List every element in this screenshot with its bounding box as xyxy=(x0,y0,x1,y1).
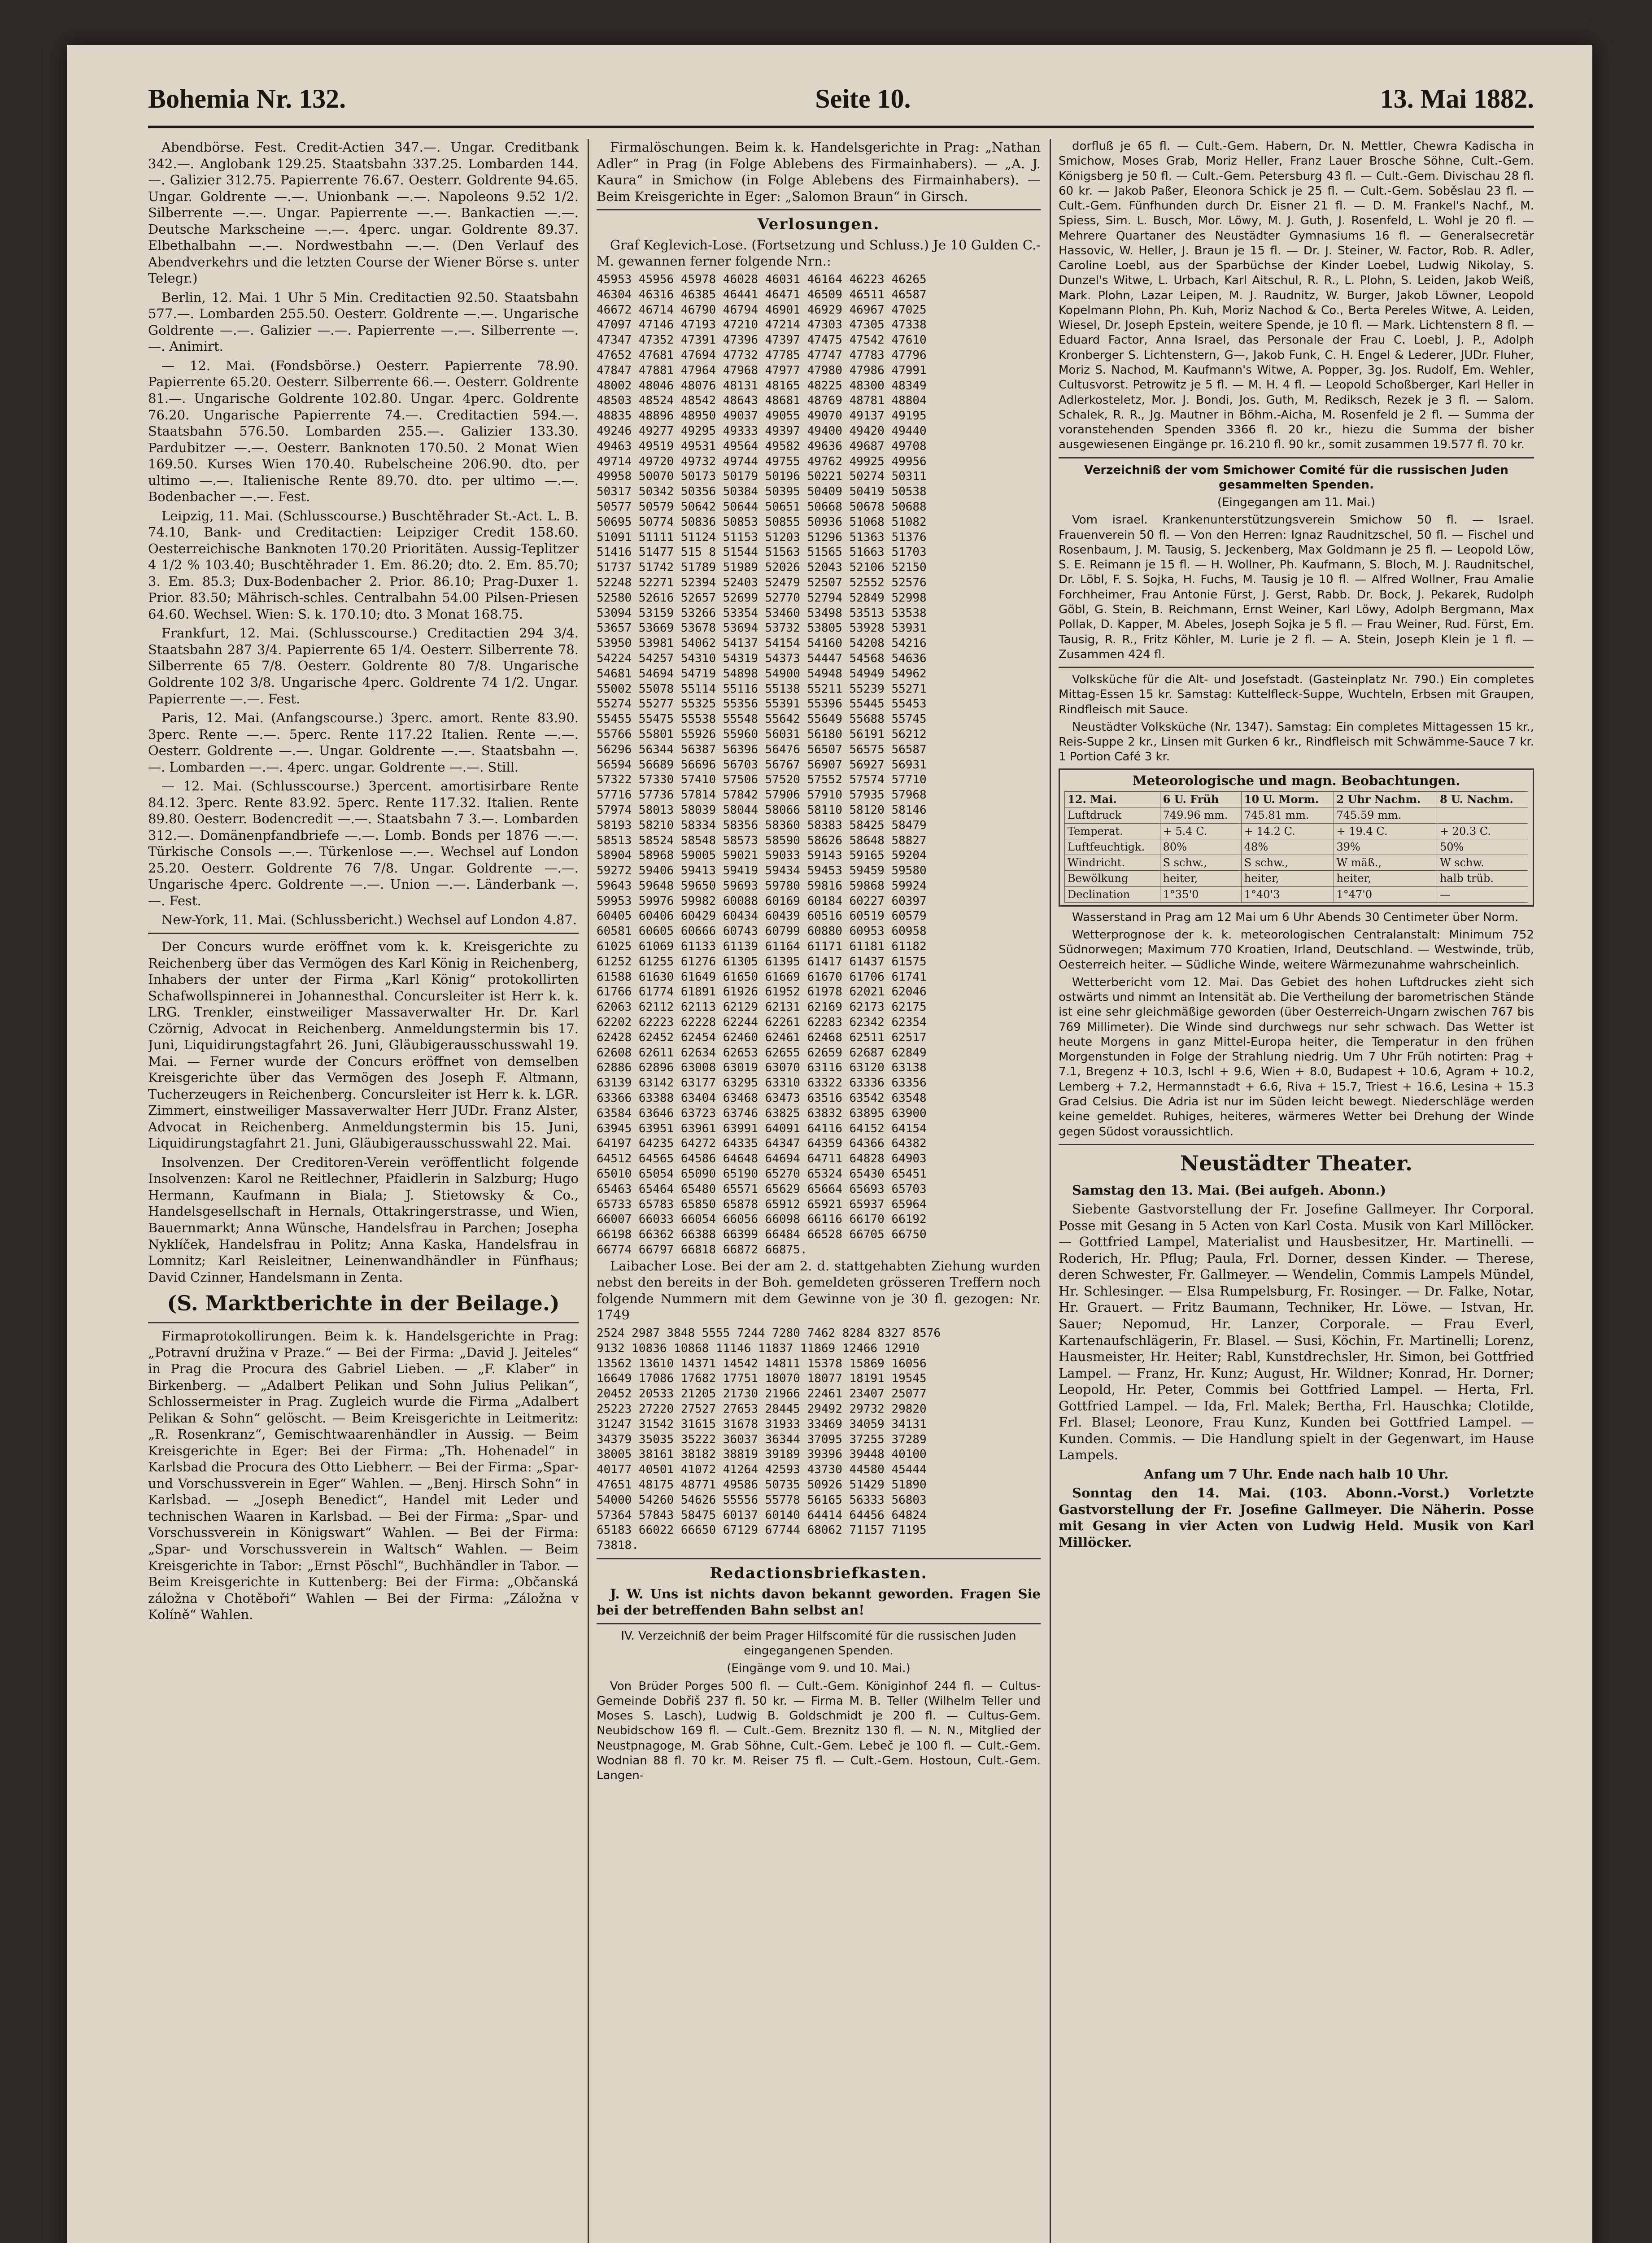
laibacher-number-row: 47651 48175 48771 49586 50735 50926 51429 51890 xyxy=(597,1478,927,1492)
spenden-list: dorfluß je 65 fl. — Cult.-Gem. Habern, Dr. N. Mettler, Chewra Kadischa in Smichow, Moses Grab, Moriz Heller, Franz Lauer Brosche Söhne, Cult.-Gem. Königsberg je 50 fl. — Cult.-Gem. Petersburg 43 fl. — Cult.-Gem. Divischau 28 fl. 60 kr. — Jakob Paßer, Eleonora Schick je 25 fl. — Cult.-Gem. Soběslau 23 fl. — Cult.-Gem. Fünfhunden durch Dr. Eisner 21 fl. — D. M. Frankel's Nachf., M. Spiess, Sim. L. Busch, Mor. Löwy, M. J. Guth, J. Rosenfeld, L. Wohl je 20 fl. — Mehrere Quartaner des Neustädter Gymnasiums 16 fl. — Generalsecretär Hassovic, W. Heller, J. Braun je 15 fl. — Dr. J. Steiner, W. Factor, Rob. R. Adler, Caroline Loebl, aus der Sparbüchse der Kinder Loebel, Ludwig Nikolay, S. Dunzel's Witwe, L. Urbach, Karl Aitschul, R. R., L. Plohn, S. Leiden, Jakob Weiß, Mark. Plohn, Lazar Leipen, M. J. Raudnitz, W. Burger, Jakob Löwner, Leopold Kopelmann Plohn, Ph. Kuh, Moriz Nachod & Co., Berta Pereles Witwe, A. Leiden, Wiesel, Dr. Joseph Epstein, weitere Spende, je 10 fl. — Mark. Lichtenstern 8 fl. — Eduard Factor, Anna Israel, das Personale der Frau C. Loebl, J. P., Adolph Kronberger S. Lichtenstern, G—, Jakob Funk, C. H. Engel & Lederer, JUDr. Fluher, Moriz S. Nachod, M. Kaufmann's Witwe, A. Popper, 3g. Jos. Rudolf, Em. Wehler, Cultusvorst. Petrowitz je 5 fl. — M. H. 4 fl. — Leopold Schoßberger, Karl Heller in Adlerkosteletz, Mor. J. Bondi, Jos. Guth, M. Rediksch, Rezek je 3 fl. — Salom. Schalek, R. R., Jg. Mautner in Böhm.-Aicha, M. Rosenfeld je 2 fl. — Summa der voranstehenden Spenden 3366 fl. 20 kr., hiezu die Summa der bisher ausgewiesenen Eingänge pr. 16.210 fl. 90 kr., somit zusammen 19.577 fl. 70 kr. xyxy=(1059,140,1534,452)
lose-number-row: 55455 55475 55538 55548 55642 55649 55688 55745 xyxy=(597,712,927,726)
paris-schluss: — 12. Mai. (Schlusscourse.) 3percent. amortisirbare Rente 84.12. 3perc. Rente 83.92. 5perc. Rente 117.32. Italien. Rente 89.80. Oesterr. Bodencredit —.—. Staatsbahn 7 3.—. Lombarden 312.—. Domänenpfandbriefe —.—. Lomb. Bonds per 1876 —.—. Türkische Consols —.—. Türkenlose —.—. Wechsel auf London 25.20. Oesterr. Goldrente 76 7/8. Ungar. Goldrente —.—. Ungarische 4perc. Goldrente —.—. Union —.—. Länderbank —.—. Fest. xyxy=(148,778,579,908)
lose-number-row: 45953 45956 45978 46028 46031 46164 46223 46265 xyxy=(597,273,927,287)
lose-number-row: 61588 61630 61649 61650 61669 61670 61706 61741 xyxy=(597,970,927,984)
smichow-list: Vom israel. Krankenunterstützungsverein Smichow 50 fl. — Israel. Frauenverein 50 fl. — Von den Herren: Ignaz Raudnitzschel, 50 fl. — Fischel und Rosenbaum, J. M. Tausig, S. Jeckenberg, Max Goldmann je 25 fl. — Leopold Löw, S. E. Reimann je 15 fl. — H. Wollner, Ph. Kaufmann, S. Bloch, M. J. Raudnitschel, Dr. Löbl, F. S. Sojka, H. Fuchs, M. Tausig je 10 fl. — Alfred Wollner, Frau Amalie Forchheimer, Frau Antonie Fürst, J. Gerst, Rabb. Dr. Bock, J. Pekarek, Rudolph Göbl, G. Stein, B. Reichmann, Ernst Weiner, Karl Löwy, Adolph Bergmann, Max Pollak, D. Kapper, M. Abeles, Joseph Sojka je 5 fl. — Frau Weiner, Rud. Fürst, Em. Tausig, R. R., Fritz Köhler, M. Lurie je 2 fl. — A. Stein, Joseph Klein je 1 fl. — Zusammen 424 fl. xyxy=(1059,513,1534,661)
laibacher-number-row: 13562 13610 14371 14542 14811 15378 15869 16056 xyxy=(597,1357,927,1370)
meteo-cell: + 14.2 C. xyxy=(1241,823,1334,839)
lose-number-row: 58513 58524 58548 58573 58590 58626 58648 58827 xyxy=(597,833,927,847)
masthead-title: Bohemia Nr. 132. xyxy=(148,83,346,113)
lose-number-row: 46304 46316 46385 46441 46471 46509 46511 46587 xyxy=(597,288,927,301)
meteo-cell: 1°40'3 xyxy=(1241,886,1334,902)
meteo-cell: halb trüb. xyxy=(1437,871,1528,886)
lose-number-row: 53950 53981 54062 54137 54154 54160 54208 54216 xyxy=(597,637,927,650)
meteo-box xyxy=(1059,768,1534,907)
lose-number-row: 49246 49277 49295 49333 49397 49400 49420 49440 xyxy=(597,424,927,438)
lose-number-row: 53094 53159 53266 53354 53460 53498 53513 53538 xyxy=(597,606,927,620)
lose-number-row: 66007 66033 66054 66056 66098 66116 66170 66192 xyxy=(597,1213,927,1226)
meteo-cell: — xyxy=(1437,886,1528,902)
concurs-notice: Der Concurs wurde eröffnet vom k. k. Kreisgerichte zu Reichenberg über das Vermögen des Karl König in Reichenberg, Inhabers der unter der Firma „Karl König“ protokollirten Schafwollspinnerei in Johannesthal. Concursleiter ist Herr k. k. LRG. Trenkler, einstweiliger Massaverwalter Hr. Dr. Karl Czörnig, Advocat in Reichenberg. Anmeldungstermin bis 17. Juni, Liquidirungstagfahrt 26. Juni, Gläubigerausschusswahl 19. Mai. — Ferner wurde der Concurs eröffnet von demselben Kreisgerichte über das Vermögen des Joseph F. Altmann, Tucherzeugers in Reichenberg. Concursleiter ist Herr k. k. LGR. Zimmert, einstweiliger Massaverwalter Herr JUDr. Franz Alster, Advocat in Reichenberg. Anmeldungstermin bis 15. Juni, Liquidirungstagfahrt 21. Juni, Gläubigerausschusswahl 22. Mai. xyxy=(148,938,579,1151)
meteo-cell: S schw., xyxy=(1241,855,1334,871)
lose-number-row: 64197 64235 64272 64335 64347 64359 64366 64382 xyxy=(597,1137,927,1151)
meteo-cell: 8 U. Nachm. xyxy=(1437,792,1528,807)
laibacher-number-table xyxy=(597,1326,1041,1554)
meteo-table xyxy=(1064,791,1528,903)
meteo-cell: Temperat. xyxy=(1065,823,1160,839)
laibacher-number-row: 40177 40501 41072 41264 42593 43730 44580 45444 xyxy=(597,1463,927,1477)
meteo-cell: 1°47'0 xyxy=(1334,886,1437,902)
meteo-cell: + 20.3 C. xyxy=(1437,823,1528,839)
meteo-row xyxy=(1065,855,1528,871)
column-3 xyxy=(1059,139,1534,2243)
lose-number-row: 55274 55277 55325 55356 55391 55396 55445 55453 xyxy=(597,697,927,711)
meteo-cell: Luftdruck xyxy=(1065,807,1160,823)
lose-number-row: 59953 59976 59982 60088 60169 60184 60227 60397 xyxy=(597,894,927,908)
divider xyxy=(597,1558,1041,1559)
lose-number-row: 48835 48896 48950 49037 49055 49070 49137 49195 xyxy=(597,409,927,423)
lose-number-row: 50695 50774 50836 50853 50855 50936 51068 51082 xyxy=(597,515,927,529)
meteo-cell: 749.96 mm. xyxy=(1160,807,1241,823)
lose-number-row: 56296 56344 56387 56396 56476 56507 56575 56587 xyxy=(597,742,927,756)
berlin-fondsboerse: — 12. Mai. (Fondsbörse.) Oesterr. Papierrente 78.90. Papierrente 65.20. Oesterr. Silberrente 66.—. Oesterr. Goldrente 81.—. Ungarische Goldrente 102.80. Ungar. 4perc. Goldrente 76.20. Ungarische Papierrente 74.—. Creditactien 594.—. Staatsbahn 576.50. Lombarden 255.—. Galizier 133.30. Pardubitzer —.—. Oesterr. Banknoten 170.50. 2 Monat Wien 169.50. Kurses Wien 170.40. Rubelscheine 206.90. dto. per ultimo —.—. Italienische Rente 89.70. dto. per ultimo —.—. Bodenbacher —.—. Fest. xyxy=(148,358,579,505)
laibacher-number-row: 16649 17086 17682 17751 18070 18077 18191 19545 xyxy=(597,1372,927,1386)
lose-number-row: 49714 49720 49732 49744 49755 49762 49925 49956 xyxy=(597,454,927,468)
newyork-report: New-York, 11. Mai. (Schlussbericht.) Wechsel auf London 4.87. xyxy=(161,912,577,928)
lose-number-row: 64512 64565 64586 64648 64694 64711 64828 64903 xyxy=(597,1152,927,1166)
lose-number-row: 49958 50070 50173 50179 50196 50221 50274 50311 xyxy=(597,470,927,484)
lose-number-row: 48002 48046 48076 48131 48165 48225 48300 48349 xyxy=(597,379,927,393)
laibacher-number-row: 57364 57843 58475 60137 60140 64414 64456 64824 xyxy=(597,1508,927,1522)
wetterprognose: Wetterprognose der k. k. meteorologischen Centralanstalt: Minimum 752 Südnorwegen; Maximum 770 Kroatien, Irland, Deutschland. — Westwinde, trüb, Oesterreich heiter. — Südliche Winde, weitere Wärmezunahme wahrscheinlich. xyxy=(1059,928,1534,972)
meteo-row xyxy=(1065,886,1528,902)
theatre-next: Sonntag den 14. Mai. (103. Abonn.-Vorst.) Vorletzte Gastvorstellung der Fr. Josefine Gallmeyer. Die Näherin. Posse mit Gesang in vier Acten von Ludwig Held. Musik von Karl Millöcker. xyxy=(1059,1485,1534,1550)
lose-number-row: 54224 54257 54310 54319 54373 54447 54568 54636 xyxy=(597,651,927,665)
meteo-cell: 12. Mai. xyxy=(1065,792,1160,807)
lose-number-row: 66774 66797 66818 66872 66875. xyxy=(597,1243,807,1257)
verzeichnis-title: IV. Verzeichniß der beim Prager Hilfscomité für die russischen Juden eingegangenen Spenden. xyxy=(621,1629,1016,1658)
lose-number-row: 63584 63646 63723 63746 63825 63832 63895 63900 xyxy=(597,1106,927,1120)
meteo-cell: Declination xyxy=(1065,886,1160,902)
leipzig-report: Leipzig, 11. Mai. (Schlusscourse.) Buschtěhrader St.-Act. L. B. 74.10, Bank- und Creditactien: Leipziger Credit 158.60. Oesterreichische Banknoten 170.20 Prioritäten. Aussig-Teplitzer 4 1/2 % 103.40; Buschtěhrader 1. Em. 86.20; dto. 2. Em. 85.70; 3. Em. 85.3; Dux-Bodenbacher 2. Prior. 86.10; Prag-Duxer 1. Prior. 83.50; Mährisch-schles. Centralbahn 54.00 Pilsen-Priesen 64.60. Wechsel. Wien: S. k. 170.10; dto. 3 Monat 168.75. xyxy=(148,508,579,622)
column-divider xyxy=(588,139,589,2243)
meteo-cell: S schw., xyxy=(1160,855,1241,871)
meteo-cell: 39% xyxy=(1334,839,1437,855)
lose-number-row: 61025 61069 61133 61139 61164 61171 61181 61182 xyxy=(597,940,927,954)
paris-report: Paris, 12. Mai. (Anfangscourse.) 3perc. amort. Rente 83.90. 3perc. Rente —.—. 5perc. Rente 117.22 Italien. Rente —.—. Oesterr. Goldrente —.—. Ungar. Goldrente —.—. Staatsbahn —.—. Lombarden —.—. 4perc. ungar. Goldrente —.—. Still. xyxy=(148,710,579,775)
laibacher-number-row: 65183 66022 66650 67129 67744 68062 71157 71195 xyxy=(597,1523,927,1537)
meteo-cell: 745.81 mm. xyxy=(1241,807,1334,823)
meteo-cell: 50% xyxy=(1437,839,1528,855)
lose-number-row: 47347 47352 47391 47396 47397 47475 47542 47610 xyxy=(597,333,927,347)
laibacher-lose: Laibacher Lose. Bei der am 2. d. stattgehabten Ziehung wurden nebst den bereits in der Boh. gemeldeten grösseren Treffern noch folgende Nummern mit dem Gewinne von je 30 fl. gezogen: Nr. 1749 xyxy=(597,1258,1041,1323)
divider xyxy=(597,1623,1041,1624)
lose-number-row: 63366 63388 63404 63468 63473 63516 63542 63548 xyxy=(597,1091,927,1105)
meteo-cell: + 19.4 C. xyxy=(1334,823,1437,839)
firmaprotokollirungen: Firmaprotokollirungen. Beim k. k. Handelsgerichte in Prag: „Potravní družina v Praze.“ — Bei der Firma: „David J. Jeiteles“ in Prag die Procura des Gabriel Lieben. — „F. Klaber“ in Birkenberg. — „Adalbert Pelikan und Sohn Julius Pelikan“, Schlossermeister in Prag. Zugleich wurde die Firma „Adalbert Pelikan & Sohn“ gelöscht. — Beim Kreisgerichte in Leitmeritz: „R. Rosenkranz“, Gemischtwaarenhändler in Aussig. — Beim Kreisgerichte in Eger: Bei der Firma: „Th. Hohenadel“ in Karlsbad die Procura des Otto Liebherr. — Bei der Firma: „Spar- und Vorschussverein in Eger“ Wahlen. — „Benj. Hirsch Sohn“ in Karlsbad. — „Joseph Benedict“, Handel mit Leder und technischen Waaren in Karlsbad. — Bei der Firma: „Spar- und Vorschussverein in Königswart“ Wahlen. — Bei der Firma: „Spar- und Vorschussverein in Waltsch“ Wahlen. — Beim Kreisgerichte in Tabor: „Ernst Pöschl“, Buchhändler in Tabor. — Beim Kreisgerichte in Kuttenberg: Bei der Firma: „Občanská záložna v Chotěboři“ Wahlen — Bei der Firma: „Záložna v Kolíně“ Wahlen. xyxy=(148,1328,579,1623)
newspaper-page xyxy=(67,45,1592,2243)
lose-number-row: 51416 51477 515 8 51544 51563 51565 51663 51703 xyxy=(597,545,927,559)
laibacher-number-row: 20452 20533 21205 21730 21966 22461 23407 25077 xyxy=(597,1387,927,1401)
masthead xyxy=(148,72,1534,128)
lose-number-row: 52248 52271 52394 52403 52479 52507 52552 52576 xyxy=(597,576,927,589)
meteo-cell: heiter, xyxy=(1241,871,1334,886)
lose-number-row: 58904 58968 59005 59021 59033 59143 59165 59204 xyxy=(597,849,927,863)
meteo-row xyxy=(1065,807,1528,823)
meteo-cell: heiter, xyxy=(1334,871,1437,886)
lose-number-row: 62428 62452 62454 62460 62461 62468 62511 62517 xyxy=(597,1030,927,1044)
meteo-cell: W mäß., xyxy=(1334,855,1437,871)
meteo-cell: Bewölkung xyxy=(1065,871,1160,886)
lose-number-row: 57322 57330 57410 57506 57520 57552 57574 57710 xyxy=(597,773,927,787)
divider xyxy=(148,1322,579,1323)
lose-number-row: 58193 58210 58334 58356 58360 58383 58425 58479 xyxy=(597,818,927,832)
lose-number-row: 61252 61255 61276 61305 61395 61417 61437 61575 xyxy=(597,955,927,969)
divider xyxy=(1059,457,1534,458)
lose-number-row: 48503 48524 48542 48643 48681 48769 48781 48804 xyxy=(597,394,927,408)
meteo-cell: W schw. xyxy=(1437,855,1528,871)
lose-number-table xyxy=(597,272,1041,1258)
column-2 xyxy=(597,139,1041,2243)
meteo-cell: 80% xyxy=(1160,839,1241,855)
firmaloeschungen: Firmalöschungen. Beim k. k. Handelsgerichte in Prag: „Nathan Adler“ in Prag (in Folge Ablebens des Firmainhabers). — „A. J. Kaura“ in Smichow (in Folge Ablebens des Firmainhabers). — Beim Kreisgerichte in Eger: „Salomon Braun“ in Girsch. xyxy=(597,140,1041,204)
lose-number-row: 62202 62223 62228 62244 62261 62283 62342 62354 xyxy=(597,1016,927,1030)
meteo-cell: heiter, xyxy=(1160,871,1241,886)
marktberichte-banner: (S. Marktberichte in der Beilage.) xyxy=(167,1291,560,1316)
meteo-cell: + 5.4 C. xyxy=(1160,823,1241,839)
verlosungen-heading: Verlosungen. xyxy=(757,215,880,234)
wetterbericht: Wetterbericht vom 12. Mai. Das Gebiet des hohen Luftdruckes zieht sich ostwärts und nimmt an Intensität ab. Die Vertheilung der barometrischen Stände ist eine sehr gleichmäßige geworden (über Oesterreich-Ungarn zwischen 767 bis 769 Millimeter). Die Winde sind durchwegs nur sehr schwach. Das Wetter ist heute Morgens in ganz Mittel-Europa heiter, die Temperatur in den frühen Morgenstunden in Folge der Strahlung niedrig. Um 7 Uhr Früh notirten: Prag + 7.1, Bregenz + 10.3, Ischl + 9.6, Wien + 8.0, Budapest + 10.6, Agram + 10.2, Lemberg + 7.2, Hermannstadt + 6.6, Riva + 15.7, Triest + 16.6, Lesina + 15.3 Grad Celsius. Die Adria ist nur im Süden leicht bewegt. Niederschläge werden keine gemeldet. Ruhiges, heiteres, wärmeres Wetter bei Drehung der Winde gegen Südost voraussichtlich. xyxy=(1059,975,1534,1139)
lose-number-row: 49463 49519 49531 49564 49582 49636 49687 49708 xyxy=(597,439,927,453)
meteo-cell: Luftfeuchtigk. xyxy=(1065,839,1160,855)
lose-number-row: 53657 53669 53678 53694 53732 53805 53928 53931 xyxy=(597,621,927,635)
divider xyxy=(1059,667,1534,668)
divider xyxy=(597,209,1041,210)
lose-number-row: 59272 59406 59413 59419 59434 59453 59459 59580 xyxy=(597,864,927,878)
lose-number-row: 55002 55078 55114 55116 55138 55211 55239 55271 xyxy=(597,682,927,696)
lose-number-row: 65463 65464 65480 65571 65629 65664 65693 65703 xyxy=(597,1182,927,1196)
lose-number-row: 54681 54694 54719 54898 54900 54948 54949 54962 xyxy=(597,667,927,681)
lose-number-row: 57974 58013 58039 58044 58066 58110 58120 58146 xyxy=(597,803,927,817)
laibacher-number-row: 54000 54260 54626 55556 55778 56165 56333 56803 xyxy=(597,1493,927,1507)
meteo-cell xyxy=(1437,807,1528,823)
smichow-sub: (Eingegangen am 11. Mai.) xyxy=(1217,496,1376,510)
lose-number-row: 62886 62896 63008 63019 63070 63116 63120 63138 xyxy=(597,1061,927,1075)
lose-number-row: 63945 63951 63961 63991 64091 64116 64152 64154 xyxy=(597,1122,927,1135)
meteo-cell: 745.59 mm. xyxy=(1334,807,1437,823)
laibacher-number-row: 38005 38161 38182 38819 39189 39396 39448 40100 xyxy=(597,1448,927,1462)
lose-number-row: 56594 56689 56696 56703 56767 56907 56927 56931 xyxy=(597,758,927,772)
lose-number-row: 61766 61774 61891 61926 61952 61978 62021 62046 xyxy=(597,985,927,999)
theatre-times: Anfang um 7 Uhr. Ende nach halb 10 Uhr. xyxy=(1144,1466,1449,1482)
laibacher-number-row: 25223 27220 27527 27653 28445 29492 29732 29820 xyxy=(597,1402,927,1416)
lose-number-row: 55766 55801 55926 55960 56031 56180 56191 56212 xyxy=(597,727,927,741)
abendboerse: Abendbörse. Fest. Credit-Actien 347.—. Ungar. Creditbank 342.—. Anglobank 129.25. Staatsbahn 337.25. Lombarden 144.—. Galizier 312.75. Papierrente 76.67. Oesterr. Goldrente 94.65. Ungar. Goldrente —.—. Unionbank —.—. Napoleons 9.52 1/2. Silberrente —.—. Ungar. Papierrente —.—. Bankactien —.—. Deutsche Markscheine —.—. 4perc. ungar. Goldrente 89.37. Elbethalbahn —.—. Nordwestbahn —.—. (Den Verlauf des Abendverkehrs und die letzten Course der Wiener Börse s. unter Telegr.) xyxy=(148,140,579,286)
meteo-title: Meteorologische und magn. Beobachtungen. xyxy=(1132,772,1460,788)
masthead-page: Seite 10. xyxy=(815,83,911,113)
lose-title: Graf Keglevich-Lose. (Fortsetzung und Schluss.) Je 10 Gulden C.-M. gewannen ferner folgende Nrn.: xyxy=(597,237,1041,269)
laibacher-number-row: 2524 2987 3848 5555 7244 7280 7462 8284 8327 8576 xyxy=(597,1326,941,1340)
volkskueche-neu: Neustädter Volksküche (Nr. 1347). Samstag: Ein completes Mittagessen 15 kr., Reis-Suppe 2 kr., Linsen mit Gurken 6 kr., Rindfleisch mit Schwämme-Sauce 7 kr. 1 Portion Café 3 kr. xyxy=(1059,720,1534,764)
lose-number-row: 51091 51111 51124 51153 51203 51296 51363 51376 xyxy=(597,530,927,544)
lose-number-row: 66198 66362 66388 66399 66484 66528 66705 66750 xyxy=(597,1228,927,1242)
masthead-date: 13. Mai 1882. xyxy=(1380,83,1534,113)
lose-number-row: 65733 65783 65850 65878 65912 65921 65937 65964 xyxy=(597,1197,927,1211)
smichow-title: Verzeichniß der vom Smichower Comité für die russischen Juden gesammelten Spenden. xyxy=(1084,463,1508,492)
lose-number-row: 47097 47146 47193 47210 47214 47303 47305 47338 xyxy=(597,318,927,332)
laibacher-number-row: 34379 35035 35222 36037 36344 37095 37255 37289 xyxy=(597,1432,927,1446)
laibacher-number-row: 31247 31542 31615 31678 31933 33469 34059 34131 xyxy=(597,1417,927,1431)
lose-number-row: 57716 57736 57814 57842 57906 57910 57935 57968 xyxy=(597,788,927,802)
verzeichnis-sub: (Eingänge vom 9. und 10. Mai.) xyxy=(727,1662,911,1676)
meteo-row xyxy=(1065,871,1528,886)
lose-number-row: 63139 63142 63177 63295 63310 63322 63336 63356 xyxy=(597,1076,927,1090)
lose-number-row: 60405 60406 60429 60434 60439 60516 60519 60579 xyxy=(597,909,927,923)
lose-number-row: 47652 47681 47694 47732 47785 47747 47783 47796 xyxy=(597,349,927,362)
column-divider xyxy=(1050,139,1051,2243)
laibacher-number-row: 9132 10836 10868 11146 11837 11869 12466 12910 xyxy=(597,1341,920,1355)
lose-number-row: 50577 50579 50642 50644 50651 50668 50678 50688 xyxy=(597,500,927,514)
meteo-cell: 2 Uhr Nachm. xyxy=(1334,792,1437,807)
lose-number-row: 46672 46714 46790 46794 46901 46929 46967 47025 xyxy=(597,303,927,317)
theatre-text: Siebente Gastvorstellung der Fr. Josefine Gallmeyer. Ihr Corporal. Posse mit Gesang in 5 Acten von Karl Costa. Musik von Karl Millöcker. — Gottfried Lampel, Materialist und Hausbesitzer, Hr. Martinelli. — Roderich, Hr. Pflug; Paula, Frl. Dorner, dessen Kinder. — Therese, deren Schwester, Fr. Gallmeyer. — Wendelin, Commis Lampels Mündel, Hr. Schlesinger. — Elsa Rumpelsburg, Fr. Rosinger. — Dr. Falke, Notar, Hr. Grauert. — Fritz Baumann, Techniker, Hr. Löwe. — Istvan, Hr. Sauer; Nepomud, Hr. Lanzer, Corporale. — Frau Everl, Kartenaufschlägerin, Fr. Blasel. — Susi, Köchin, Fr. Martinelli; Lorenz, Hausmeister, Hr. Heiter; Rabl, Kunstdrechsler, Hr. Simon, bei Gottfried Lampel. — Franz, Hr. Kunz; August, Hr. Wildner; Konrad, Hr. Dorner; Leopold, Hr. Peter, Commis bei Gottfried Lampel. — Herta, Frl. Gottfried Lampel. — Ida, Frl. Malek; Bertha, Frl. Hauschka; Clotilde, Frl. Blasel; Leonore, Frau Kunz, Kunden bei Gottfried Lampel. — Kunden. Commis. — Die Handlung spielt in der Gegenwart, im Hause Lampels. xyxy=(1059,1201,1534,1463)
laibacher-number-row: 73818. xyxy=(597,1539,639,1553)
meteo-header-row xyxy=(1065,792,1528,807)
lose-number-row: 60581 60605 60666 60743 60799 60880 60953 60958 xyxy=(597,925,927,938)
meteo-cell: 10 U. Morm. xyxy=(1241,792,1334,807)
lose-number-row: 51737 51742 51789 51989 52026 52043 52106 52150 xyxy=(597,561,927,575)
meteo-cell: Windricht. xyxy=(1065,855,1160,871)
verzeichnis-text: Von Brüder Porges 500 fl. — Cult.-Gem. Königinhof 244 fl. — Cultus-Gemeinde Dobřiš 237 fl. 50 kr. — Firma M. B. Teller (Wilhelm Teller und Moses S. Lasch), Ludwig B. Goldschmidt je 200 fl. — Cultus-Gem. Neubidschow 169 fl. — Cult.-Gem. Breznitz 130 fl. — N. N., Mitglied der Neustpnagoge, M. Grab Söhne, Cult.-Gem. Lebeč je 100 fl. — Cult.-Gem. Wodnian 88 fl. 70 kr. M. Reiser 75 fl. — Cult.-Gem. Hostoun, Cult.-Gem. Langen- xyxy=(597,1679,1041,1783)
redaction-heading: Redactionsbriefkasten. xyxy=(710,1564,928,1582)
redaction-text: J. W. Uns ist nichts davon bekannt geworden. Fragen Sie bei der betreffenden Bahn selbst an! xyxy=(597,1586,1041,1618)
theatre-date: Samstag den 13. Mai. (Bei aufgeh. Abonn.) xyxy=(1072,1182,1386,1198)
divider xyxy=(1059,1144,1534,1145)
meteo-cell: 48% xyxy=(1241,839,1334,855)
insolvenzen: Insolvenzen. Der Creditoren-Verein veröffentlicht folgende Insolvenzen: Karol ne Reitlechner, Pfaidlerin in Salzburg; Hugo Hermann, Kaufmann in Biala; J. Stietowsky & Co., Handelsgesellschaft in Hernals, Ottakringerstrasse, und Wien, Bauernmarkt; Anna Wünsche, Handelsfrau in Parchen; Josepha Nyklíček, Handelsfrau in Politz; Anna Kaska, Handelsfrau in Lomnitz; Karl Reisleitner, Leinenwandhändler in Fünfhaus; David Czinner, Handelsmann in Zenta. xyxy=(148,1154,579,1285)
lose-number-row: 50317 50342 50356 50384 50395 50409 50419 50538 xyxy=(597,485,927,499)
column-1 xyxy=(148,139,579,2243)
meteo-cell: 1°35'0 xyxy=(1160,886,1241,902)
theatre-title: Neustädter Theater. xyxy=(1180,1151,1412,1175)
frankfurt-report: Frankfurt, 12. Mai. (Schlusscourse.) Creditactien 294 3/4. Staatsbahn 287 3/4. Papierrente 65 1/4. Oesterr. Silberrente 78. Silberrente 65 7/8. Oesterr. Goldrente 80 7/8. Ungarische Goldrente 102 3/8. Ungarische 4perc. Goldrente 74 1/2. Ungar. Papierrente —.—. Fest. xyxy=(148,625,579,707)
berlin-report: Berlin, 12. Mai. 1 Uhr 5 Min. Creditactien 92.50. Staatsbahn 577.—. Lombarden 255.50. Oesterr. Goldrente —.—. Ungarische Goldrente —.—. Galizier —.—. Papierrente —.—. Silberrente —.—. Animirt. xyxy=(148,289,579,354)
meteo-cell: 6 U. Früh xyxy=(1160,792,1241,807)
lose-number-row: 62063 62112 62113 62129 62131 62169 62173 62175 xyxy=(597,1000,927,1014)
lose-number-row: 52580 52616 52657 52699 52770 52794 52849 52998 xyxy=(597,591,927,605)
meteo-row xyxy=(1065,823,1528,839)
lose-number-row: 65010 65054 65090 65190 65270 65324 65430 65451 xyxy=(597,1167,927,1181)
meteo-row xyxy=(1065,839,1528,855)
wasserstand: Wasserstand in Prag am 12 Mai um 6 Uhr Abends 30 Centimeter über Norm. xyxy=(1072,910,1519,924)
lose-number-row: 62608 62611 62634 62653 62655 62659 62687 62849 xyxy=(597,1046,927,1060)
lose-number-row: 47847 47881 47964 47968 47977 47980 47986 47991 xyxy=(597,363,927,377)
lose-number-row: 59643 59648 59650 59693 59780 59816 59868 59924 xyxy=(597,879,927,893)
divider xyxy=(148,933,579,934)
volkskueche-alt: Volksküche für die Alt- und Josefstadt. (Gasteinplatz Nr. 790.) Ein completes Mittag-Essen 15 kr. Samstag: Kuttelfleck-Suppe, Wuchteln, Erbsen mit Graupen, Rindfleisch mit Sauce. xyxy=(1059,673,1534,716)
